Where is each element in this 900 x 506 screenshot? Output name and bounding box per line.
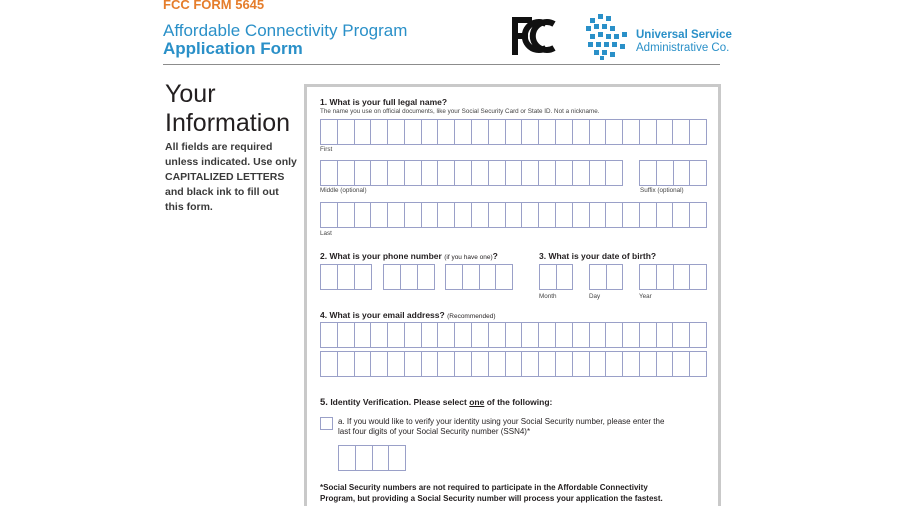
email-boxes-row2[interactable] xyxy=(320,351,707,377)
last-name-boxes[interactable] xyxy=(320,202,707,228)
q1-hint: The name you use on official documents, like your Social Security Card or State ID. Not a nickname. xyxy=(320,108,600,115)
q4-title xyxy=(320,310,496,320)
dob-day-label: Day xyxy=(589,293,601,300)
usac-subtitle: Administrative Co. xyxy=(636,42,730,54)
first-name-label: First xyxy=(320,146,333,153)
usac-logo-icon xyxy=(586,14,634,67)
ssn4-boxes[interactable] xyxy=(338,445,406,471)
section-heading xyxy=(165,80,305,138)
dob-month-boxes[interactable] xyxy=(539,264,573,290)
dob-year-label: Year xyxy=(639,293,652,300)
dob-month-label: Month xyxy=(539,293,557,300)
section-heading-line1: Your xyxy=(165,80,216,108)
form-panel xyxy=(304,84,721,506)
ssn4-option-line2: last four digits of your Social Security number (SSN4)* xyxy=(338,427,531,436)
q2-end: ? xyxy=(492,251,498,261)
ssn-footnote-line1: *Social Security numbers are not required to participate in the Affordable Connectivity xyxy=(320,483,648,492)
form-title: Application Form xyxy=(163,39,303,58)
header-divider xyxy=(163,64,720,65)
q5-title-underlined: one xyxy=(469,397,485,407)
q2-title-text: 2. What is your phone number xyxy=(320,251,442,261)
phone-line-boxes[interactable] xyxy=(445,264,513,290)
q4-note: (Recommended) xyxy=(447,313,496,320)
first-name-boxes[interactable] xyxy=(320,119,707,145)
usac-name: Universal Service xyxy=(636,29,732,41)
program-name: Affordable Connectivity Program xyxy=(163,21,408,40)
suffix-boxes[interactable] xyxy=(639,160,707,186)
section-heading-line2: Information xyxy=(165,109,291,137)
fcc-logo-icon xyxy=(510,15,562,62)
ssn4-option-checkbox[interactable] xyxy=(320,417,333,430)
q3-title: 3. What is your date of birth? xyxy=(539,251,657,261)
q5-number: 5. xyxy=(320,397,328,408)
q2-title xyxy=(320,251,498,261)
form-number: FCC FORM 5645 xyxy=(163,0,265,12)
phone-area-code-boxes[interactable] xyxy=(320,264,372,290)
q5-title-pre: Identity Verification. Please select xyxy=(330,397,467,407)
ssn-footnote-line2: Program, but providing a Social Security number will process your application the fastest. xyxy=(320,494,663,503)
q2-note: (if you have one) xyxy=(444,254,493,261)
q1-title: 1. What is your full legal name? xyxy=(320,97,448,107)
dob-year-boxes[interactable] xyxy=(639,264,707,290)
suffix-label: Suffix (optional) xyxy=(640,187,684,194)
middle-name-boxes[interactable] xyxy=(320,160,623,186)
phone-prefix-boxes[interactable] xyxy=(383,264,435,290)
q5-title-post: of the following: xyxy=(486,397,553,407)
q4-title-text: 4. What is your email address? xyxy=(320,310,445,320)
dob-day-boxes[interactable] xyxy=(589,264,623,290)
ssn4-option-line1: a. If you would like to verify your identity using your Social Security number, please enter the xyxy=(338,417,665,426)
middle-name-label: Middle (optional) xyxy=(320,187,367,194)
q5-title xyxy=(320,397,552,408)
form-instructions: All fields are required unless indicated. Use only CAPITALIZED LETTERS and black ink to fill out this form. xyxy=(165,141,297,213)
last-name-label: Last xyxy=(320,230,332,237)
email-boxes-row1[interactable] xyxy=(320,322,707,348)
